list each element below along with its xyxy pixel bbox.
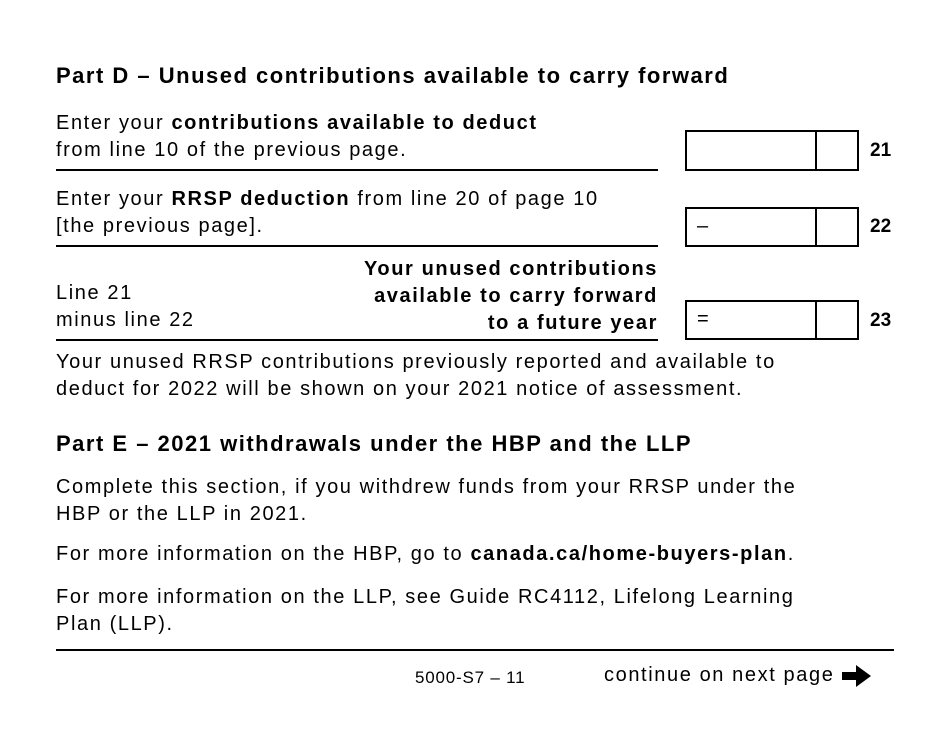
line23-underline <box>56 339 658 341</box>
line23-dollars-input[interactable] <box>717 311 809 332</box>
line22-label-line1 <box>56 188 599 211</box>
line23-cents-input[interactable] <box>821 311 855 332</box>
line21-label-text: Enter your <box>56 112 172 134</box>
line21-label-line2: from line 10 of the previous page. <box>56 139 408 161</box>
line22-label-text-post: from line 20 of page 10 <box>350 188 599 210</box>
line21-label-line1 <box>56 112 538 135</box>
line23-right-line1: Your unused contributions <box>363 258 658 280</box>
equals-sign: = <box>697 308 709 330</box>
part-e-para2 <box>56 543 795 566</box>
line22-amount-box <box>685 207 859 247</box>
carry-forward-note-line1: Your unused RRSP contributions previously reported and available to <box>56 351 776 373</box>
continue-next-page <box>604 664 872 687</box>
hbp-link[interactable]: canada.ca/home-buyers-plan <box>470 543 788 565</box>
line23-left-line2: minus line 22 <box>56 309 195 331</box>
line21-cents-divider <box>815 132 817 169</box>
line22-dollars-input[interactable] <box>717 218 809 239</box>
line23-number: 23 <box>870 310 892 331</box>
line23-left-line1: Line 21 <box>56 282 133 304</box>
line23-amount-box <box>685 300 859 340</box>
part-e-title: Part E – 2021 withdrawals under the HBP and the LLP <box>56 431 693 456</box>
line23-cents-divider <box>815 302 817 338</box>
page-identifier: 5000-S7 – 11 <box>415 668 526 687</box>
part-e-para1-line1: Complete this section, if you withdrew funds from your RRSP under the <box>56 476 797 498</box>
line21-label-bold: contributions available to deduct <box>171 112 538 134</box>
line21-cents-input[interactable] <box>821 141 855 162</box>
line21-number: 21 <box>870 140 892 161</box>
line22-cents-divider <box>815 209 817 245</box>
line22-label-bold: RRSP deduction <box>171 188 351 210</box>
part-e-para1-line2: HBP or the LLP in 2021. <box>56 503 308 525</box>
footer-rule <box>56 649 894 651</box>
minus-sign: – <box>697 215 709 237</box>
carry-forward-note-line2: deduct for 2022 will be shown on your 2021 notice of assessment. <box>56 378 744 400</box>
line22-label-line2: [the previous page]. <box>56 215 264 237</box>
line22-cents-input[interactable] <box>821 218 855 239</box>
line22-underline <box>56 245 658 247</box>
continue-text: continue on next page <box>604 664 835 686</box>
line21-underline <box>56 169 658 171</box>
line23-right-line3: to a future year <box>487 312 658 334</box>
right-arrow-icon <box>842 665 872 687</box>
line21-amount-box <box>685 130 859 171</box>
hbp-info-text: For more information on the HBP, go to <box>56 543 471 565</box>
line22-label-text: Enter your <box>56 188 172 210</box>
line22-number: 22 <box>870 216 892 237</box>
part-e-para3-line2: Plan (LLP). <box>56 613 174 635</box>
line21-dollars-input[interactable] <box>693 141 809 162</box>
part-e-para3-line1: For more information on the LLP, see Guide RC4112, Lifelong Learning <box>56 586 795 608</box>
hbp-info-period: . <box>787 543 795 565</box>
part-d-title: Part D – Unused contributions available to carry forward <box>56 63 730 88</box>
line23-right-line2: available to carry forward <box>374 285 658 307</box>
